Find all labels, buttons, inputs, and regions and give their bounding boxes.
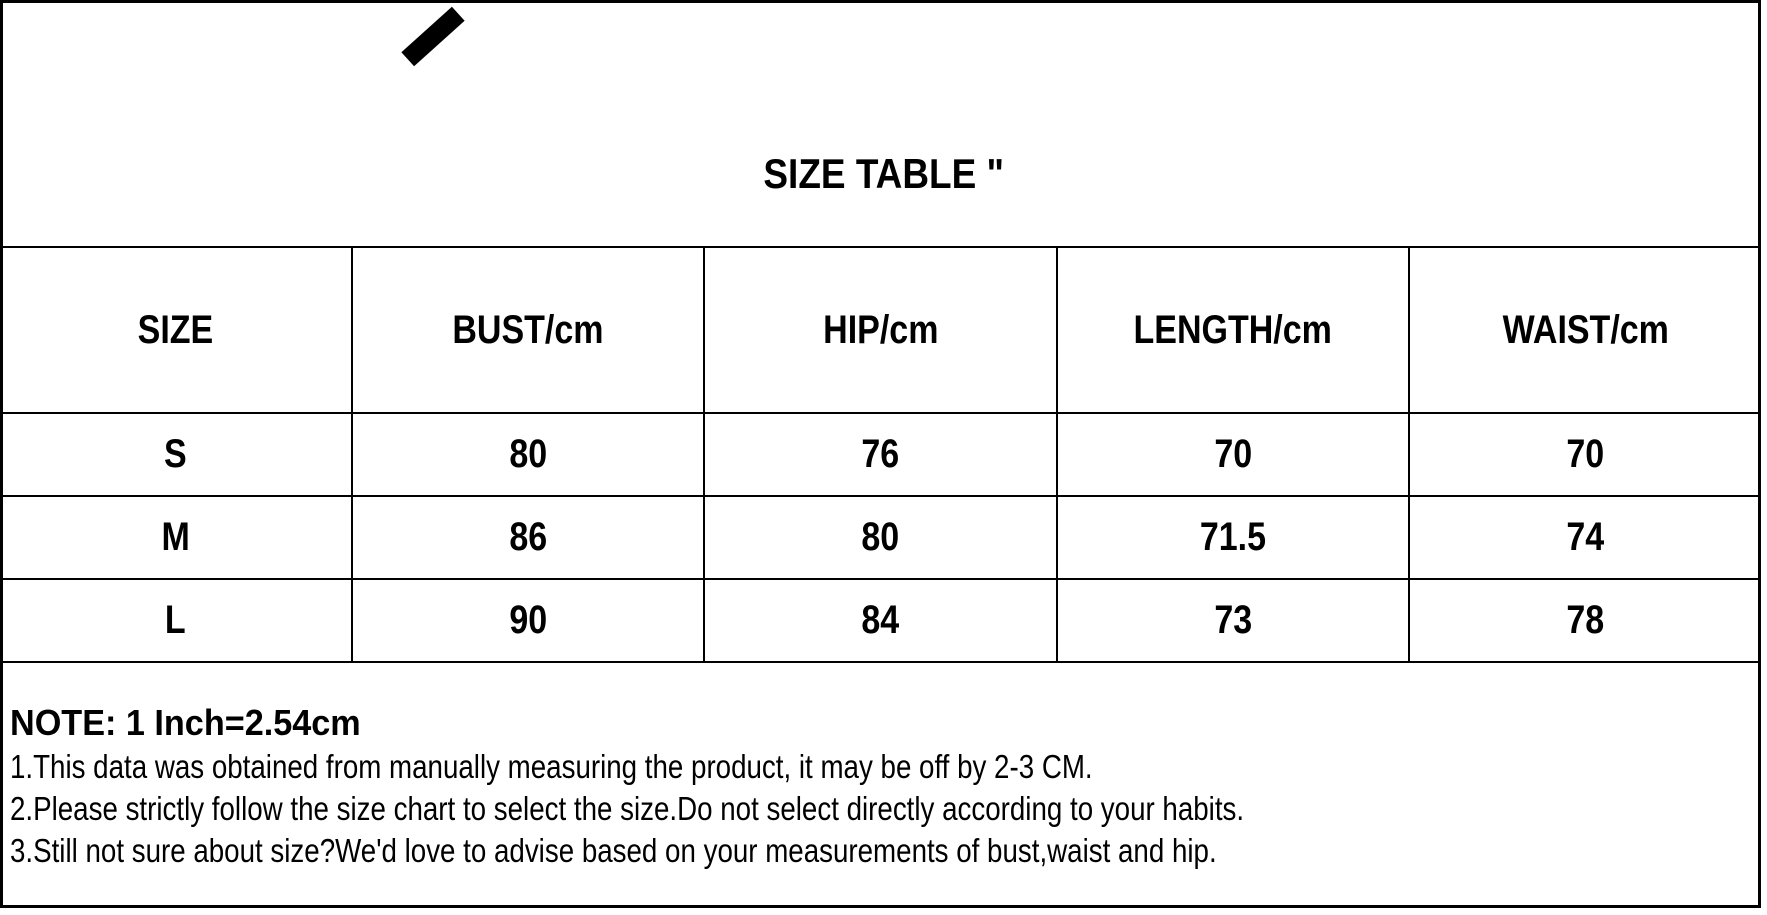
cell-bust-l: 90 — [352, 579, 705, 662]
cell-hip-s: 76 — [704, 413, 1057, 496]
header-length: LENGTH/cm — [1057, 247, 1410, 413]
cell-hip-l: 84 — [704, 579, 1057, 662]
cell-size-m: M — [0, 496, 352, 579]
table-row-s — [0, 413, 1761, 496]
header-hip: HIP/cm — [704, 247, 1057, 413]
cell-length-m: 71.5 — [1057, 496, 1410, 579]
notes-heading: NOTE: 1 Inch=2.54cm — [10, 702, 361, 743]
cell-bust-m: 86 — [352, 496, 705, 579]
cell-waist-l: 78 — [1409, 579, 1761, 662]
note-line-1: 1.This data was obtained from manually measuring the product, it may be off by 2-3 CM. — [10, 748, 1093, 785]
cell-waist-s: 70 — [1409, 413, 1761, 496]
cell-size-s: S — [0, 413, 352, 496]
cell-waist-m: 74 — [1409, 496, 1761, 579]
cell-size-l: L — [0, 579, 352, 662]
page-title — [0, 150, 1767, 198]
cell-length-l: 73 — [1057, 579, 1410, 662]
note-line-2: 2.Please strictly follow the size chart to select the size.Do not select directly according to your habits. — [10, 790, 1245, 827]
note-line-3: 3.Still not sure about size?We'd love to advise based on your measurements of bust,waist and hip. — [10, 832, 1217, 869]
notes-section — [10, 700, 1750, 872]
table-row-m — [0, 496, 1761, 579]
cell-bust-s: 80 — [352, 413, 705, 496]
size-table-header-row — [0, 247, 1761, 413]
size-table — [0, 246, 1761, 663]
header-bust: BUST/cm — [352, 247, 705, 413]
header-waist: WAIST/cm — [1409, 247, 1761, 413]
header-size: SIZE — [0, 247, 352, 413]
cell-hip-m: 80 — [704, 496, 1057, 579]
cell-length-s: 70 — [1057, 413, 1410, 496]
page-title-text: SIZE TABLE " — [763, 150, 1004, 197]
table-row-l — [0, 579, 1761, 662]
